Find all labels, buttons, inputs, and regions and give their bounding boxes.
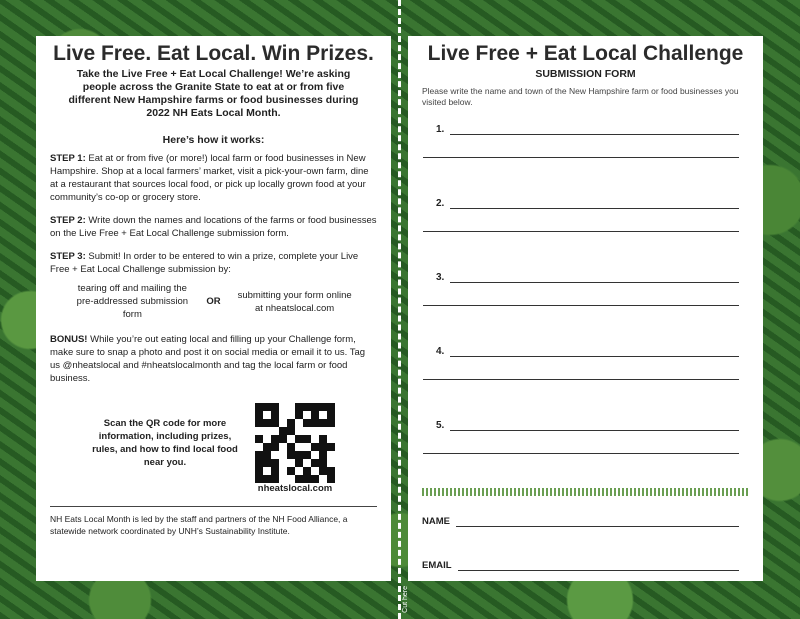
cut-label: Cut here	[402, 586, 409, 613]
submission-card	[408, 36, 763, 581]
entry-1	[436, 122, 749, 196]
step-1: STEP 1: Eat at or from five (or more!) local farm or food businesses in New Hampshire. Shop at a local farmers’ market, visit a pick-your-own farm, dine at a restaurant that sources local food, or pick up locally grown food at your community’s co-op or grocery store.	[50, 153, 369, 203]
entry-field-2[interactable]	[423, 357, 739, 380]
option-online: submitting your form online at nheatslocal.com	[237, 289, 352, 314]
entry-field[interactable]	[450, 344, 739, 357]
entry-field-2[interactable]	[423, 209, 739, 232]
info-card	[36, 36, 391, 581]
form-title: Live Free + Eat Local Challenge	[427, 42, 744, 65]
email-label: EMAIL	[422, 560, 452, 571]
entry-number: 4.	[436, 346, 445, 357]
qr-block	[252, 403, 338, 494]
cut-line	[398, 0, 401, 619]
email-row	[422, 558, 749, 571]
step-2: STEP 2: Write down the names and locations of the farms or food businesses on the Live Free + Eat Local Challenge submission form.	[50, 215, 377, 239]
submission-options	[50, 282, 377, 321]
entry-field[interactable]	[450, 122, 739, 135]
entry-number: 1.	[436, 124, 445, 135]
entry-number: 3.	[436, 272, 445, 283]
entry-field[interactable]	[450, 418, 739, 431]
option-mail: tearing off and mailing the pre-addressed submission form	[76, 283, 189, 320]
intro-text: Take the Live Free + Eat Local Challenge! We’re asking people across the Granite State to eat at or from five different New Hampshire farms or food businesses during 2022 NH Eats Local Month.	[68, 68, 359, 119]
entry-2	[436, 196, 749, 270]
dashed-separator	[422, 488, 749, 496]
entry-field[interactable]	[450, 270, 739, 283]
entry-field-2[interactable]	[423, 431, 739, 454]
entry-5	[436, 418, 749, 492]
step-3: STEP 3: Submit! In order to be entered to win a prize, complete your Live Free + Eat Local Challenge submission by:	[50, 251, 359, 275]
entry-number: 5.	[436, 420, 445, 431]
name-field[interactable]	[456, 514, 739, 527]
form-subtitle: SUBMISSION FORM	[535, 68, 636, 80]
how-heading: Here’s how it works:	[162, 134, 265, 146]
entry-number: 2.	[436, 198, 445, 209]
entry-field-2[interactable]	[423, 135, 739, 158]
entry-field[interactable]	[450, 196, 739, 209]
qr-url: nheatslocal.com	[257, 483, 333, 494]
bonus: BONUS! While you’re out eating local and filling up your Challenge form, make sure to snap a photo and post it on social media or email it to us. Tag us @nheatslocal and #nheatslocalmonth and tag the local farm or food business.	[50, 334, 366, 384]
qr-code-icon[interactable]	[255, 403, 335, 483]
footer-text: NH Eats Local Month is led by the staff and partners of the NH Food Alliance, a statewide network coordinated by UNH’s Sustainability Institute.	[50, 514, 348, 536]
name-label: NAME	[422, 516, 450, 527]
entry-field-2[interactable]	[423, 283, 739, 306]
form-instructions: Please write the name and town of the New Hampshire farm or food businesses you visited below.	[422, 86, 739, 107]
qr-text: Scan the QR code for more information, including prizes, rules, and how to find local food near you.	[92, 418, 238, 468]
or-label: OR	[206, 296, 221, 307]
footer-divider	[50, 506, 377, 507]
entry-4	[436, 344, 749, 418]
page-title: Live Free. Eat Local. Win Prizes.	[53, 42, 374, 65]
name-row	[422, 514, 749, 527]
entry-3	[436, 270, 749, 344]
qr-section	[50, 403, 377, 494]
email-field[interactable]	[458, 558, 739, 571]
